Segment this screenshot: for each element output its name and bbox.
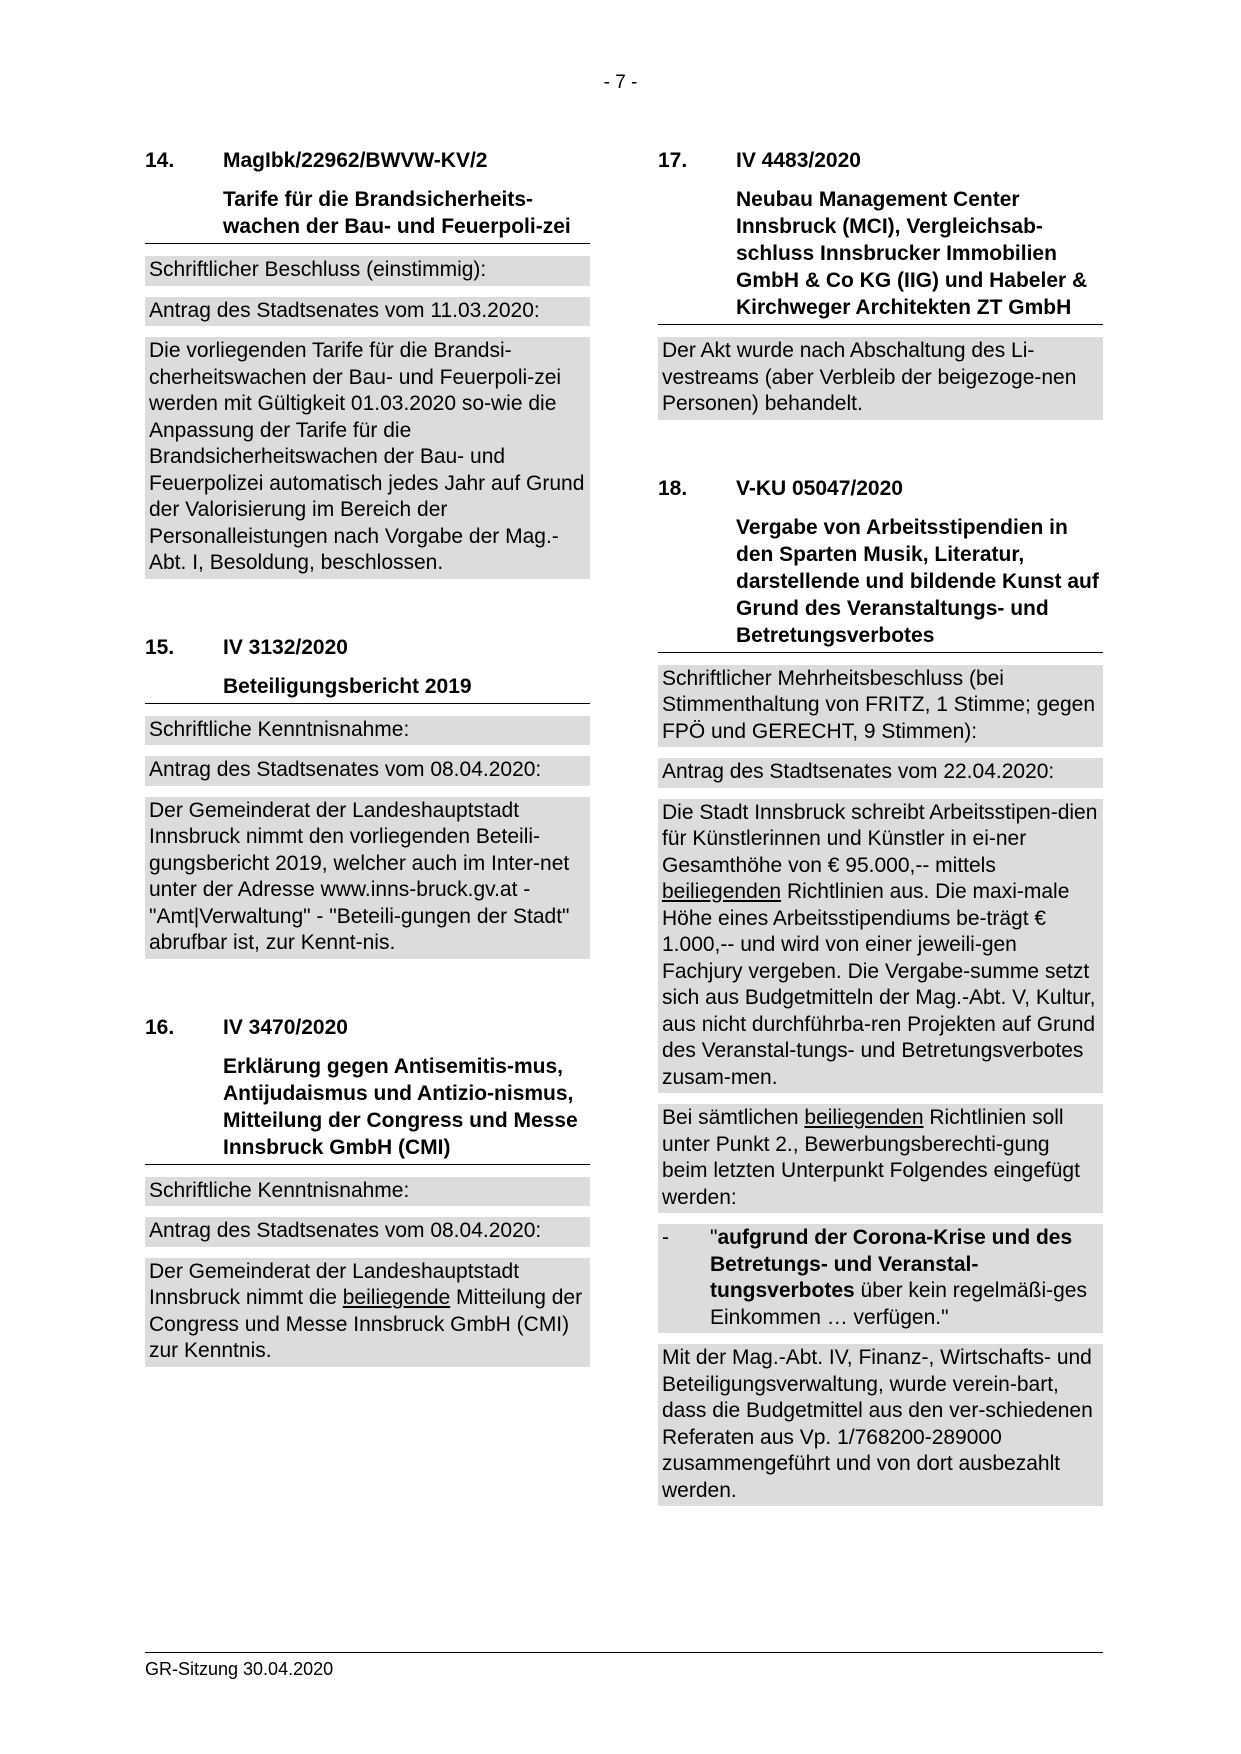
item-reference: MagIbk/22962/BWVW-KV/2	[223, 149, 488, 172]
item-body	[145, 716, 590, 959]
quote-bold-text: aufgrund der Corona-Krise und des Betretungs- und Veranstal-tungsverbotes	[710, 1226, 1073, 1302]
item-body	[145, 256, 590, 579]
page-number: - 7 -	[603, 72, 638, 93]
budget-text: Mit der Mag.-Abt. IV, Finanz-, Wirtschafts- und Beteiligungsverwaltung, wurde verein-bart, dass die Budgetmittel aus den ver-schiedenen Referaten aus Vp. 1/768200-289000 zusammengeführt und von dort ausbezahlt werden.	[658, 1344, 1103, 1506]
decision-type: Schriftlicher Beschluss (einstimmig):	[145, 256, 590, 286]
item-title: Neubau Management Center Innsbruck (MCI), Vergleichsab-schluss Innsbrucker Immobilien GmbH & Co KG (IIG) und Habeler & Kirchweger Architekten ZT GmbH	[658, 174, 1103, 325]
amendment-quote	[658, 1224, 1103, 1333]
decision-type: Schriftlicher Mehrheitsbeschluss (bei Stimmenthaltung von FRITZ, 1 Stimme; gegen FPÖ und GERECHT, 9 Stimmen):	[658, 665, 1103, 748]
item-reference: IV 4483/2020	[736, 149, 861, 172]
page-footer: GR-Sitzung 30.04.2020	[145, 1652, 1103, 1680]
amendment-intro	[658, 1104, 1103, 1213]
text-segment: Mitteilung der Congress und Messe Innsbruck GmbH (CMI) zur Kenntnis.	[149, 1286, 583, 1362]
motion-date: Antrag des Stadtsenates vom 08.04.2020:	[145, 756, 590, 786]
item-header	[145, 148, 590, 174]
left-column	[145, 148, 590, 1423]
motion-date: Antrag des Stadtsenates vom 11.03.2020:	[145, 297, 590, 327]
quote-rest-text: über kein regelmäßi-ges Einkommen … verfügen."	[710, 1279, 1087, 1329]
text-segment: Richtlinien soll unter Punkt 2., Bewerbungsberechti-gung beim letzten Unterpunkt Folgendes eingefügt werden:	[662, 1106, 1080, 1209]
item-title: Vergabe von Arbeitsstipendien in den Sparten Musik, Literatur, darstellende und bildende Kunst auf Grund des Veranstaltungs- und Betretungsverbotes	[658, 502, 1103, 653]
text-segment: Der Gemeinderat der Landeshauptstadt Innsbruck nimmt die	[149, 1259, 520, 1309]
text-segment: Die Stadt Innsbruck schreibt Arbeitsstipen-dien für Künstlerinnen und Künstler in ei-ner Gesamthöhe von € 95.000,-- mittels	[662, 800, 1098, 877]
underlined-word: beiliegende	[342, 1286, 451, 1309]
item-number: 14.	[145, 149, 175, 172]
item-number: 18.	[658, 476, 688, 500]
right-column	[658, 148, 1103, 1562]
decision-text: Der Gemeinderat der Landeshauptstadt Innsbruck nimmt den vorliegenden Beteili-gungsbericht 2019, welcher auch im Inter-net unter der Adresse www.inns-bruck.gv.at - "Amt|Verwaltung" - "Beteili-gungen der Stadt" abrufbar ist, zur Kennt-nis.	[145, 797, 590, 959]
list-dash: -	[662, 1226, 669, 1249]
decision-text	[658, 799, 1103, 1094]
item-header	[145, 635, 590, 661]
underlined-word: beiliegenden	[804, 1106, 924, 1129]
item-title: Tarife für die Brandsicherheits-wachen der Bau- und Feuerpoli-zei	[145, 174, 590, 244]
item-body	[145, 1177, 590, 1367]
decision-text	[145, 1258, 590, 1367]
item-title: Erklärung gegen Antisemitis-mus, Antijudaismus und Antizio-nismus, Mitteilung der Congress und Messe Innsbruck GmbH (CMI)	[145, 1041, 590, 1165]
item-number: 15.	[145, 635, 175, 659]
decision-type: Schriftliche Kenntnisnahme:	[145, 1177, 590, 1207]
decision-type: Schriftliche Kenntnisnahme:	[145, 716, 590, 746]
item-header	[658, 476, 1103, 502]
item-body	[658, 665, 1103, 1507]
item-title: Beteiligungsbericht 2019	[145, 661, 590, 704]
text-segment: Richtlinien aus. Die maxi-male Höhe eines Arbeitsstipendiums be-trägt € 1.000,-- und wird von einer jeweili-gen Fachjury vergeben. Die Vergabe-summe setzt sich aus Budgetmitteln der Mag.-Abt. V, Kultur, aus nicht durchführba-ren Projekten auf Grund des Veranstal-tungs- und Betretungsverbotes zusam-men.	[662, 880, 1096, 1089]
agenda-item-15	[145, 635, 590, 959]
item-number: 16.	[145, 1015, 175, 1039]
decision-text: Die vorliegenden Tarife für die Brandsi-cherheitswachen der Bau- und Feuerpoli-zei werden mit Gültigkeit 01.03.2020 so-wie die Anpassung der Tarife für die Brandsicherheitswachen der Bau- und Feuerpolizei automatisch jedes Jahr auf Grund der Valorisierung im Bereich der Personalleistungen nach Vorgabe der Mag.-Abt. I, Besoldung, beschlossen.	[145, 337, 590, 579]
motion-date: Antrag des Stadtsenates vom 08.04.2020:	[145, 1217, 590, 1247]
text-segment: Bei sämtlichen	[662, 1106, 805, 1129]
quote-mark: "	[710, 1226, 718, 1249]
decision-text: Der Akt wurde nach Abschaltung des Li-vestreams (aber Verbleib der beigezoge-nen Personen) behandelt.	[658, 337, 1103, 420]
agenda-item-17	[658, 148, 1103, 420]
agenda-item-14	[145, 148, 590, 579]
item-number: 17.	[658, 149, 688, 172]
item-header	[658, 148, 1103, 174]
item-reference: IV 3132/2020	[223, 635, 348, 659]
item-reference: V-KU 05047/2020	[736, 476, 903, 500]
agenda-item-18	[658, 476, 1103, 1507]
item-header	[145, 1015, 590, 1041]
item-reference: IV 3470/2020	[223, 1015, 348, 1039]
underlined-word: beiliegenden	[662, 880, 782, 903]
agenda-item-16	[145, 1015, 590, 1367]
quote-text	[710, 1225, 1099, 1331]
item-body	[658, 337, 1103, 420]
motion-date: Antrag des Stadtsenates vom 22.04.2020:	[658, 758, 1103, 788]
